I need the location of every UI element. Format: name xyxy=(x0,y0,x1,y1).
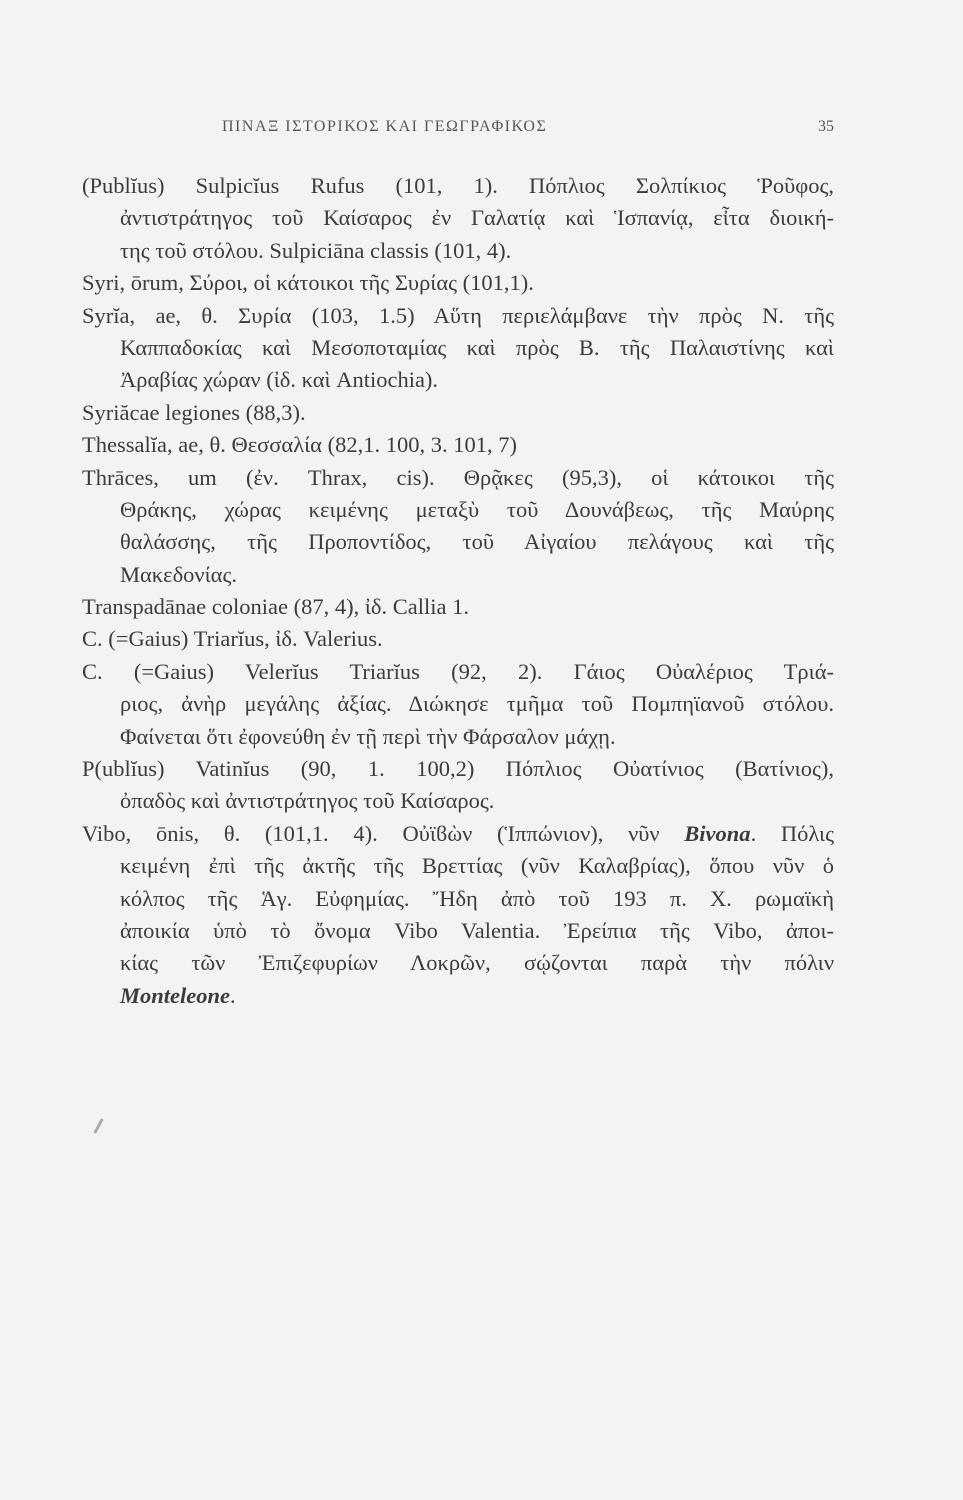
text-line: κειμένη ἐπὶ τῆς ἀκτῆς τῆς Βρεττίας (νῦν Καλαβρίας), ὅπου νῦν ὁ xyxy=(120,853,834,879)
italic-place-name: Monteleone xyxy=(120,982,230,1008)
stray-pencil-mark xyxy=(93,1118,103,1134)
text-line: C. (=Gaius) Triarĭus, ἰδ. Valerius. xyxy=(82,626,383,652)
text-line: της τοῦ στόλου. Sulpiciāna classis (101, 4). xyxy=(120,237,512,263)
italic-place-name: Bivona xyxy=(684,820,751,846)
text-line: Syri, ōrum, Σύροι, οἱ κάτοικοι τῆς Συρίας (101,1). xyxy=(82,270,534,296)
glossary-entries xyxy=(82,170,834,1012)
text-line: Thessalĭa, ae, θ. Θεσσαλία (82,1. 100, 3. 101, 7) xyxy=(82,432,517,458)
text-line: Syrĭa, ae, θ. Συρία (103, 1.5) Αὕτη περιελάμβανε τὴν πρὸς Ν. τῆς xyxy=(82,302,834,328)
text-line: Ἀραβίας χώραν (ἰδ. καὶ Antiochia). xyxy=(120,367,439,393)
text-line: Syriăcae legiones (88,3). xyxy=(82,399,306,425)
text-line: Μακεδονίας. xyxy=(120,561,237,587)
text-line: Vibo, ōnis, θ. (101,1. 4). Οὐϊϐὼν (Ἱππώνιον), νῦν Bivona. Πόλις xyxy=(82,820,834,846)
page-header xyxy=(222,118,834,148)
text-line: ἀντιστράτηγος τοῦ Καίσαρος ἐν Γαλατίᾳ καὶ Ἱσπανίᾳ, εἶτα διοική- xyxy=(120,205,834,231)
text-line: Φαίνεται ὅτι ἐφονεύθη ἐν τῇ περὶ τὴν Φάρσαλον μάχῃ. xyxy=(120,723,616,749)
text-line: P(ublĭus) Vatinĭus (90, 1. 100,2) Πόπλιος Οὐατίνιος (Βατίνιος), xyxy=(82,756,834,782)
text-line: Monteleone. xyxy=(120,982,236,1008)
text-line: κίας τῶν Ἐπιζεφυρίων Λοκρῶν, σῴζονται παρὰ τὴν πόλιν xyxy=(120,950,834,976)
text-line: ὀπαδὸς καὶ ἀντιστράτηγος τοῦ Καίσαρος. xyxy=(120,788,495,814)
running-title: ΠΙΝΑΞ ΙΣΤΟΡΙΚΟΣ ΚΑΙ ΓΕΩΓΡΑΦΙΚΟΣ xyxy=(222,118,548,135)
text-line: Thrāces, um (ἐν. Thrax, cis). Θρᾷκες (95,3), οἱ κάτοικοι τῆς xyxy=(82,464,834,490)
page-number: 35 xyxy=(818,118,834,135)
text-line: Θράκης, χώρας κειμένης μεταξὺ τοῦ Δουνάβεως, τῆς Μαύρης xyxy=(120,496,834,522)
text-line: C. (=Gaius) Velerĭus Triarĭus (92, 2). Γάιος Οὐαλέριος Τριά- xyxy=(82,658,834,684)
text-line: Transpadānae coloniae (87, 4), ἰδ. Callia 1. xyxy=(82,594,469,620)
text-line: (Publĭus) Sulpicĭus Rufus (101, 1). Πόπλιος Σολπίκιος Ῥοῦφος, xyxy=(82,173,834,198)
text-line: Καππαδοκίας καὶ Μεσοποταμίας καὶ πρὸς Β. τῆς Παλαιστίνης καὶ xyxy=(120,334,834,360)
text-line: κόλπος τῆς Ἁγ. Εὐφημίας. Ἤδη ἀπὸ τοῦ 193 π. Χ. ρωμαϊκὴ xyxy=(120,885,834,911)
text-line: ριος, ἀνὴρ μεγάλης ἀξίας. Διώκησε τμῆμα τοῦ Πομπηϊανοῦ στόλου. xyxy=(120,691,834,717)
text-line: θαλάσσης, τῆς Προποντίδος, τοῦ Αἰγαίου πελάγους καὶ τῆς xyxy=(120,529,834,555)
text-line: ἀποικία ὑπὸ τὸ ὄνομα Vibo Valentia. Ἐρείπια τῆς Vibo, ἀποι- xyxy=(120,917,834,943)
